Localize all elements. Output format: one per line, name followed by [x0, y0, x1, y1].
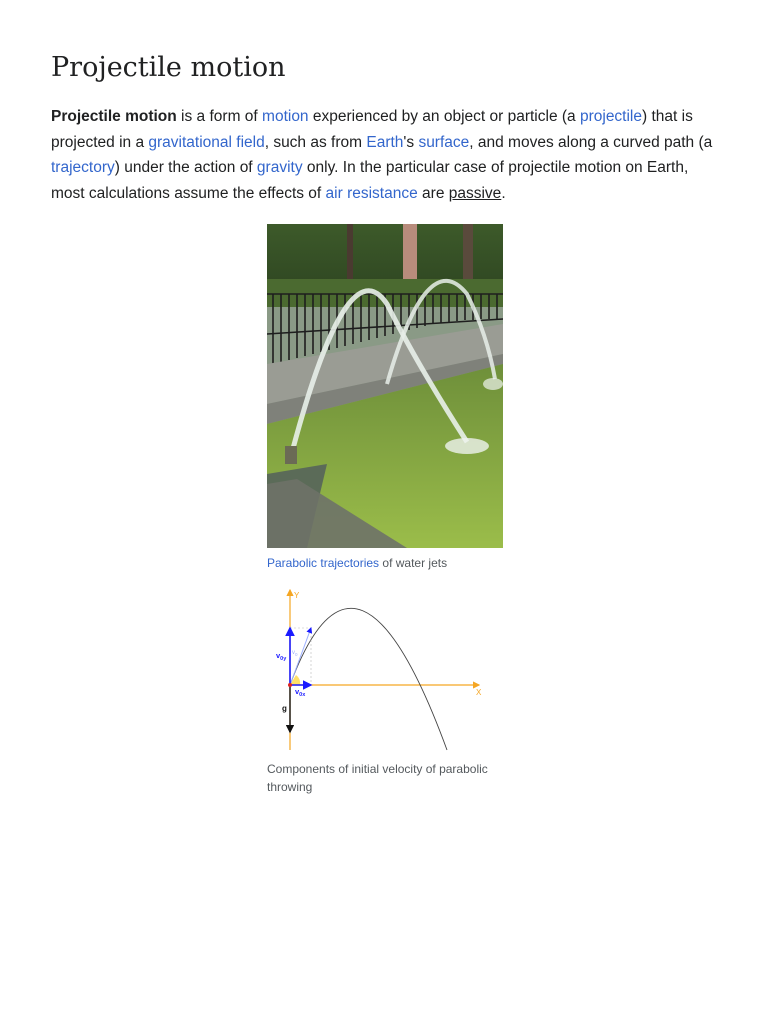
lead-text: 's	[403, 133, 419, 151]
page-title: Projectile motion	[51, 52, 286, 83]
v0-vector	[290, 628, 311, 685]
velocity-components-diagram[interactable]	[267, 584, 503, 756]
lead-text: only. In the particular case of projectile motion on Earth, most calculations assume the effects of	[51, 159, 689, 202]
link-gravity[interactable]: gravity	[256, 159, 303, 177]
figure-caption-velocity-components: Components of initial velocity of parabolic throwing	[267, 762, 488, 794]
v0-subscript: 0	[295, 652, 298, 657]
caption-text: of water jets	[379, 556, 448, 570]
lead-paragraph	[51, 104, 726, 206]
lead-text: experienced by an object or particle (a	[308, 108, 580, 125]
water-jets-photo[interactable]	[267, 224, 503, 548]
water-jets-image	[267, 224, 503, 548]
lead-text: .	[501, 184, 506, 202]
lead-text: ) under the action of	[114, 159, 257, 177]
v0-label: v	[292, 650, 295, 656]
link-passive[interactable]: passive	[448, 184, 502, 202]
g-label: g	[282, 704, 287, 713]
link-surface[interactable]: surface	[418, 133, 470, 151]
link-parabolic-trajectories[interactable]: Parabolic trajectories	[267, 556, 380, 570]
svg-text:v0	[292, 650, 298, 657]
link-motion[interactable]: motion	[262, 108, 309, 125]
v0y-subscript: 0y	[280, 656, 287, 662]
link-air-resistance[interactable]: air resistance	[325, 184, 418, 202]
trajectory-curve	[290, 608, 447, 750]
x-axis-label: X	[476, 688, 482, 697]
lead-term: Projectile motion	[51, 108, 177, 125]
lead-text: are	[417, 184, 449, 202]
lead-text: , and moves along a curved path (a	[469, 133, 713, 151]
link-trajectory[interactable]: trajectory	[51, 159, 115, 177]
link-gravitational-field[interactable]: gravitational field	[148, 133, 265, 151]
link-projectile[interactable]: projectile	[579, 108, 642, 125]
parabola-diagram	[267, 584, 503, 756]
lead-text: is a form of	[176, 108, 263, 125]
v0x-subscript: 0x	[299, 692, 306, 698]
lead-text: , such as from	[264, 133, 367, 151]
y-axis-label: Y	[294, 591, 300, 600]
link-earth[interactable]: Earth	[366, 133, 404, 151]
lead-text: ) that is projected in a	[51, 108, 693, 151]
v0x-label: v	[295, 687, 300, 696]
svg-text:v0x	[295, 687, 306, 698]
v0y-label: v	[276, 651, 281, 660]
svg-text:v0y	[276, 651, 287, 662]
figure-caption-water-jets	[267, 554, 507, 572]
